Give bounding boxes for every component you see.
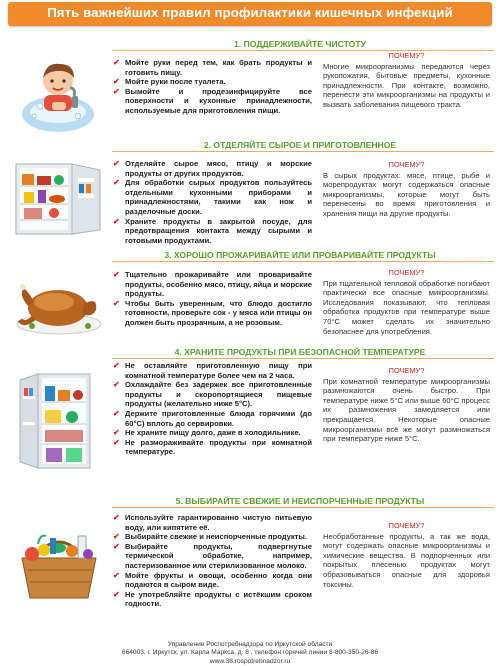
rule-item: ✔ Мойте руки перед тем, как брать продукты и готовить пищу. [113,58,312,77]
check-icon: ✔ [113,298,120,308]
check-icon: ✔ [113,570,120,580]
check-icon: ✔ [113,361,120,370]
child-washing-hands-illustration [14,58,102,142]
why-text: Необработанные продукты, а так же вода, могут содержать опасные микроорганизмы и химические вещества. В подпорченных или покрытых плесенью продуктах могут образовываться опасные для здоровья токсины. [323,531,490,589]
why-text: При комнатной температуре микроорганизмы размножаются очень быстро. При температуре ниже 5°С или выше 60°С процесс их размножения замедляется или прекращается. Некоторые опасные микроорганизмы всё же могут размножаться при температуре ниже 5°С. [323,376,490,444]
grocery-basket-illustration [14,524,104,602]
why-text: Многие микроорганизмы передаются через рукопожатия, бытовые предметы, кухонные принадлежности. При контакте, возможно, перенести эти микроорганизмы на продукты и вызвать заболевания пищевого тракта. [323,61,490,109]
footer-address: 664003, г. Иркутск, ул. Карла Маркса, д. 8 , телефон горячей линии 8-800-350-26-86 [121,649,379,657]
rule-item: ✔ Мойте руки после туалета. [113,77,226,87]
check-icon: ✔ [113,270,120,279]
section-2-title: 2. ОТДЕЛЯЙТЕ СЫРОЕ И ПРИГОТОВЛЕННОЕ [203,140,397,150]
check-icon: ✔ [113,408,120,418]
rule-item: ✔ Храните продукты в закрытой посуде, для предотвращения контакта между сырыми и готовыми продуктами. [113,216,312,245]
why-text: В сырых продуктах: мясе, птице, рыбе и морепродуктах могут содержаться опасные микроорганизмы, которые могут быть перенесены во время приготовления и хранения пищи на другие продукты. [323,170,490,218]
rule-item: ✔ Охлаждайте без задержек все приготовленные продукты и скоропортящиеся пищевые продукты (желательно ниже 5°С). [113,380,312,409]
rule-item: ✔ Отделяйте сырое мясо, птицу и морские продукты от других продуктов. [113,159,312,178]
why-heading: ПОЧЕМУ? [388,160,425,169]
footer-organization: Управление Роспотребнадзора по Иркутской области [167,641,333,648]
rule-item: ✔ Держите приготовленные блюда горячими (до 60°С) вплоть до сервировки. [113,408,312,428]
header-banner [8,2,492,26]
check-icon: ✔ [113,380,120,390]
section-5-divider [112,507,494,508]
section-1-why [323,51,490,110]
rule-item: ✔ Мойте фрукты и овощи, особенно когда они подаются в сыром виде. [113,570,312,590]
rule-item: ✔ Чтобы быть уверенным, что блюдо достигло готовности, проверьте сок - у мяса или птицы он должен быть прозрачным, а не розовым. [113,298,312,327]
why-heading: ПОЧЕМУ? [388,268,425,277]
check-icon: ✔ [113,58,120,67]
section-2-rules [113,159,312,245]
rule-item: ✔ Используйте гарантированно чистую питьевую воду, или кипятите её. [113,513,312,532]
section-1-rules [113,58,312,116]
check-icon: ✔ [113,178,120,188]
check-icon: ✔ [113,216,120,226]
section-2-why [323,160,490,219]
why-heading: ПОЧЕМУ? [388,521,425,530]
section-4-rules [113,361,312,457]
section-3-title: 3. ХОРОШО ПРОЖАРИВАЙТЕ ИЛИ ПРОВАРИВАЙТЕ ПРОДУКТЫ [164,250,436,260]
why-heading: ПОЧЕМУ? [388,366,425,375]
section-2-divider [112,151,494,152]
roast-chicken-illustration [14,272,104,338]
filled-refrigerator-illustration [18,372,102,472]
footer [0,641,500,666]
rule-item: ✔ Не храните пищу долго, даже в холодильнике. [113,428,301,438]
why-text: При тщательной тепловой обработке погибают практически все опасные микроорганизмы. Исследования показывают, что тепловая обработка продуктов при температуре выше 70°С может сделать их значительно безопаснее для употребления. [323,278,490,336]
rule-item: ✔ Вымойте и продезинфицируйте все поверхности и кухонные принадлежности, используемые для приготовления пищи. [113,86,312,115]
section-5-why [323,521,490,589]
check-icon: ✔ [113,77,120,87]
rule-item: ✔ Для обработки сырых продуктов пользуйтесь отдельными кухонными приборами и принадлежностями, такими как нож и разделочные доски. [113,178,312,216]
section-4-divider [112,358,494,359]
why-heading: ПОЧЕМУ? [388,51,425,60]
rule-item: ✔ Выбирайте свежие и неиспорченные продукты. [113,532,308,542]
section-3-why [323,268,490,336]
rule-item: ✔ Тщательно прожаривайте или проваривайте продукты, особенно мясо, птицу, яйца и морские продукты. [113,270,312,299]
check-icon: ✔ [113,159,120,168]
section-5-title: 5. ВЫБИРАЙТЕ СВЕЖИЕ И НЕИСПОРЧЕННЫЕ ПРОДУКТЫ [175,496,425,506]
check-icon: ✔ [113,589,120,599]
check-icon: ✔ [113,532,120,542]
check-icon: ✔ [113,86,120,96]
footer-website-link[interactable]: www.38.rospotrebnadzor.ru [209,657,291,665]
check-icon: ✔ [113,428,120,438]
open-refrigerator-illustration [12,160,104,238]
rule-item: ✔ Не употребляйте продукты с истёкшим сроком годности. [113,589,312,609]
section-3-rules [113,270,312,328]
section-4-title: 4. ХРАНИТЕ ПРОДУКТЫ ПРИ БЕЗОПАСНОЙ ТЕМПЕРАТУРЕ [174,347,426,357]
section-4-why [323,366,490,444]
check-icon: ✔ [113,437,120,447]
section-1-title: 1. ПОДДЕРЖИВАЙТЕ ЧИСТОТУ [234,39,366,49]
rule-item: ✔ Выбирайте продукты, подвергнутые термической обработке, например, пастеризованное или стерилизованное молоко. [113,541,312,570]
rule-item: ✔ Не оставляйте приготовленную пищу при комнатной температуре более чем на 2 часа. [113,361,312,380]
rule-item: ✔ Не размораживайте продукты при комнатной температуре. [113,437,312,457]
check-icon: ✔ [113,513,120,522]
section-3-divider [112,261,494,262]
page-title: Пять важнейших правил профилактики кишечных инфекций [47,5,453,20]
section-5-rules [113,513,312,609]
check-icon: ✔ [113,541,120,551]
